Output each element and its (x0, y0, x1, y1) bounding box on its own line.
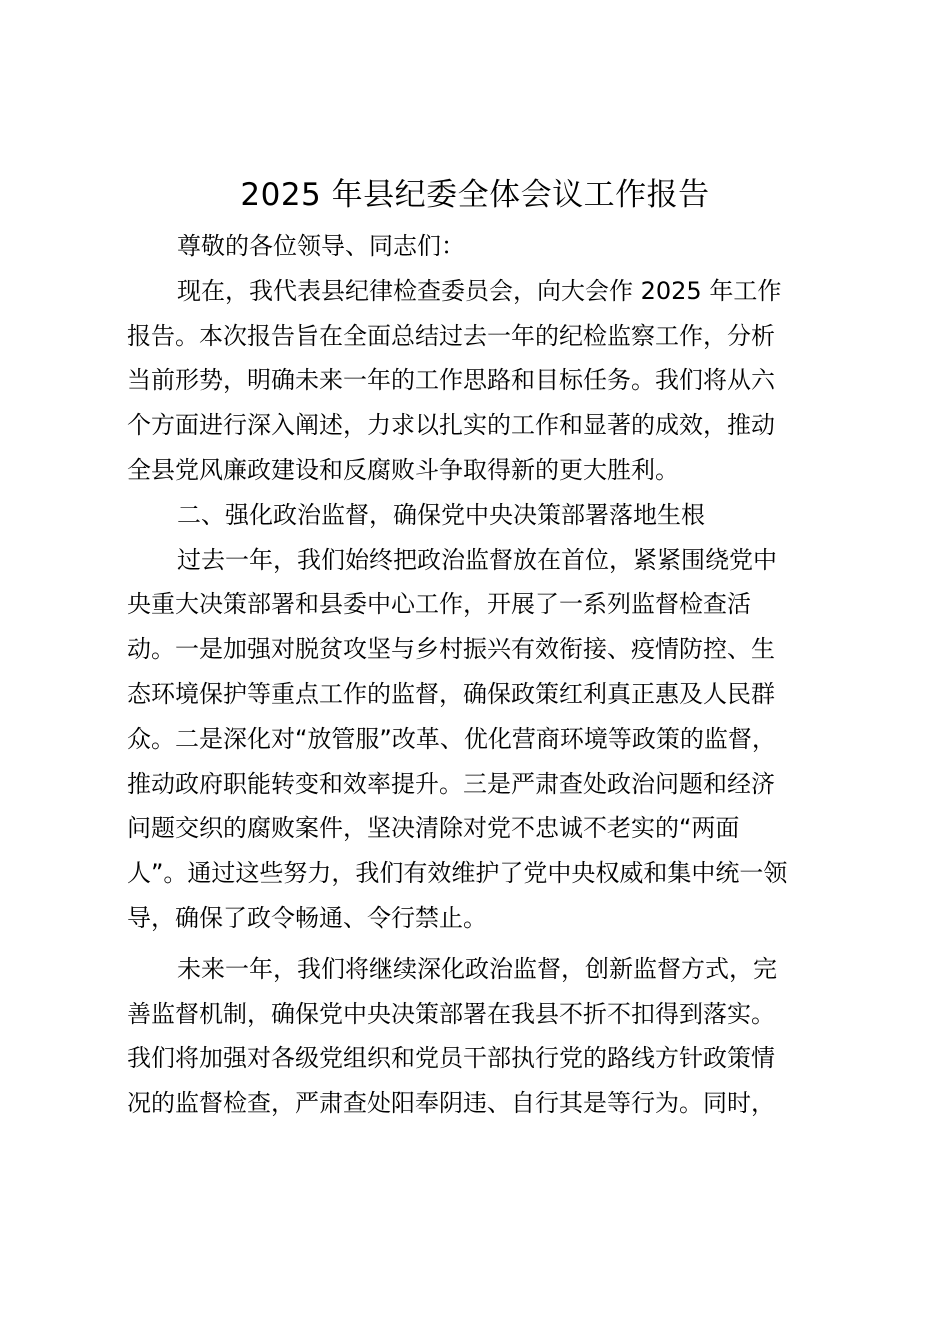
paragraph-line: 当前形势，明确未来一年的工作思路和目标任务。我们将从六 (127, 366, 775, 395)
paragraph-line: 全县党风廉政建设和反腐败斗争取得新的更大胜利。 (127, 455, 679, 484)
paragraph-line: 问题交织的腐败案件，坚决清除对党不忠诚不老实的“两面 (127, 814, 740, 843)
paragraph-line: 导，确保了政令畅通、令行禁止。 (127, 903, 487, 932)
paragraph-line: 动。一是加强对脱贫攻坚与乡村振兴有效衔接、疫情防控、生 (127, 635, 775, 664)
section-heading: 二、强化政治监督，确保党中央决策部署落地生根 (177, 500, 705, 529)
document-title: 2025 年县纪委全体会议工作报告 (240, 177, 710, 213)
paragraph-line: 我们将加强对各级党组织和党员干部执行党的路线方针政策情 (127, 1044, 775, 1073)
paragraph-line: 报告。本次报告旨在全面总结过去一年的纪检监察工作，分析 (127, 321, 775, 350)
paragraph-line: 未来一年，我们将继续深化政治监督，创新监督方式，完 (177, 954, 777, 983)
salutation-line: 尊敬的各位领导、同志们： (177, 232, 465, 260)
paragraph-line: 个方面进行深入阐述，力求以扎实的工作和显著的成效，推动 (127, 411, 775, 440)
paragraph-line: 推动政府职能转变和效率提升。三是严肃查处政治问题和经济 (127, 769, 775, 798)
paragraph-line: 善监督机制，确保党中央决策部署在我县不折不扣得到落实。 (127, 999, 775, 1028)
paragraph-line: 众。二是深化对“放管服”改革、优化营商环境等政策的监督， (127, 724, 776, 753)
paragraph-line: 人”。通过这些努力，我们有效维护了党中央权威和集中统一领 (127, 859, 788, 888)
paragraph-line: 央重大决策部署和县委中心工作，开展了一系列监督检查活 (127, 590, 751, 619)
document-body (127, 224, 832, 1126)
paragraph-line: 况的监督检查，严肃查处阳奉阴违、自行其是等行为。同时， (127, 1089, 775, 1118)
paragraph-line: 现在，我代表县纪律检查委员会，向大会作 2025 年工作 (177, 276, 782, 305)
paragraph-line: 态环境保护等重点工作的监督，确保政策红利真正惠及人民群 (127, 679, 775, 708)
paragraph-line: 过去一年，我们始终把政治监督放在首位，紧紧围绕党中 (177, 545, 777, 574)
